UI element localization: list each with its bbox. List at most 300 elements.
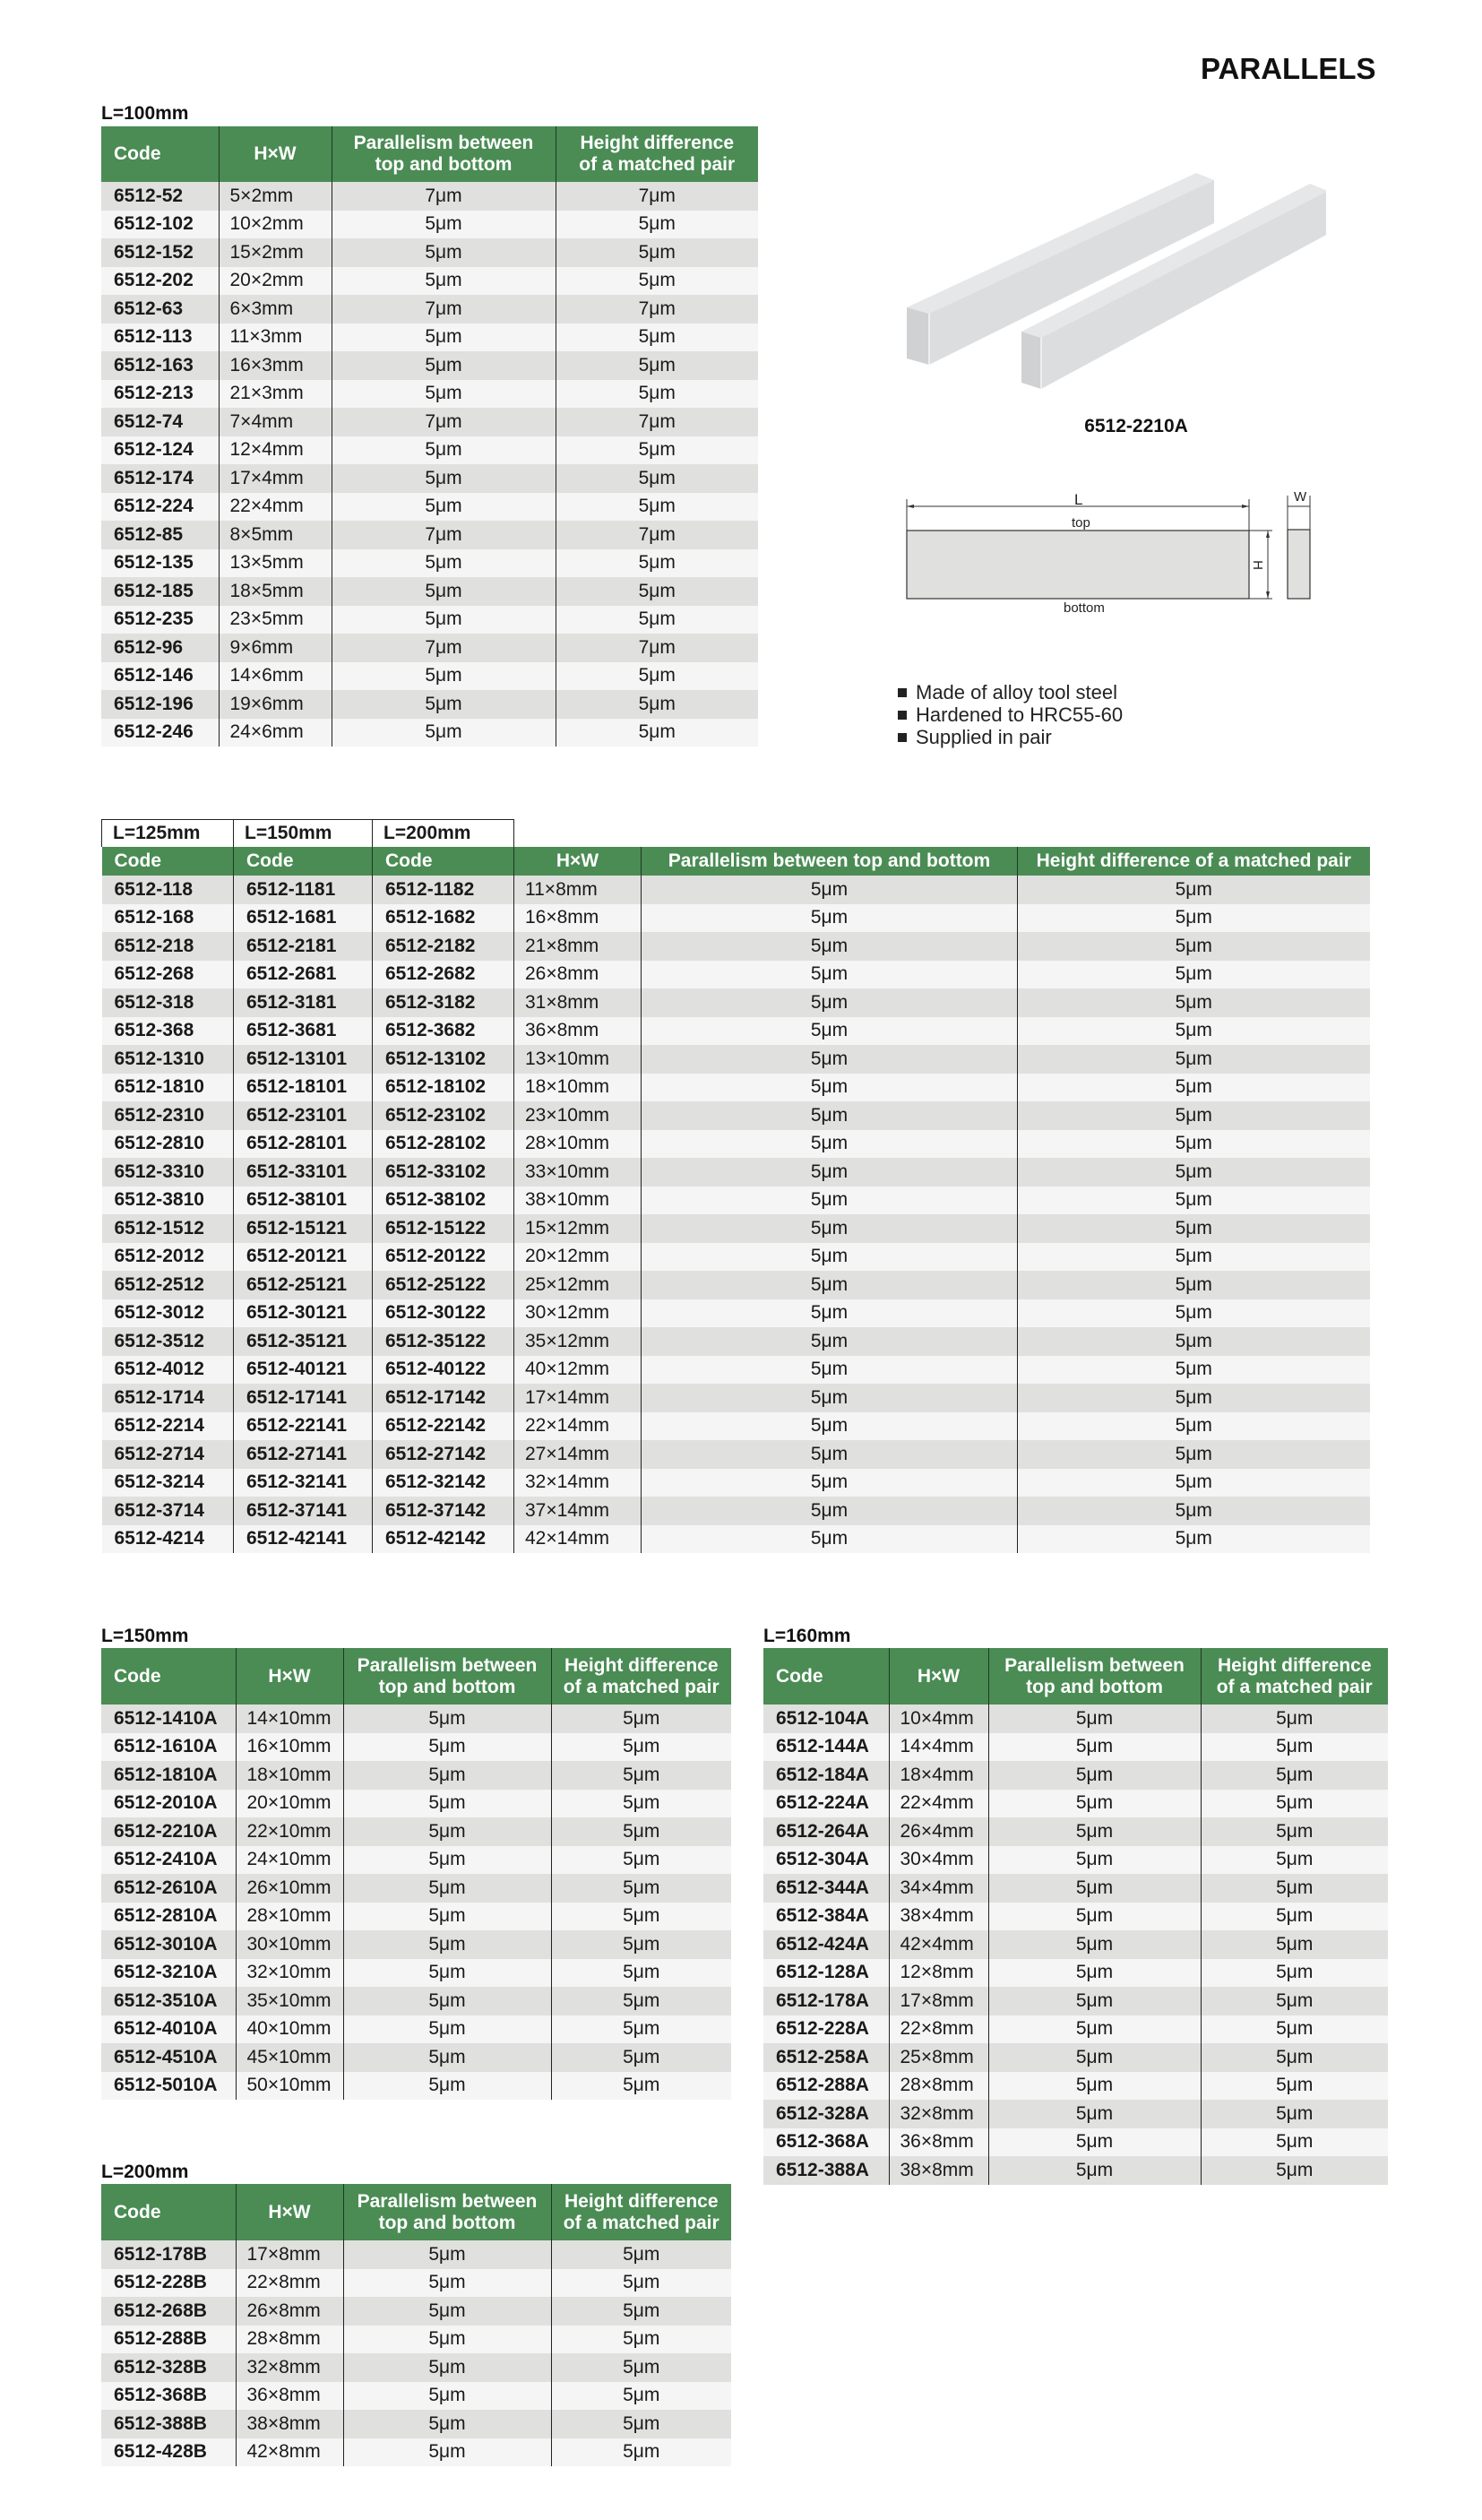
cell-parallelism: 5μm [332, 719, 556, 747]
cell-height-diff: 5μm [1018, 932, 1370, 961]
col-header-parallelism: Parallelism between top and bottom [642, 847, 1018, 876]
cell-height-diff: 7μm [556, 408, 758, 436]
cell-code: 6512-2610A [101, 1874, 236, 1903]
cell-code: 6512-20122 [373, 1243, 514, 1272]
cell-code: 6512-344A [763, 1874, 889, 1903]
col-header-hw: H×W [219, 126, 332, 182]
cell-code: 6512-4214 [102, 1525, 234, 1554]
cell-parallelism: 5μm [343, 1903, 551, 1931]
cell-height-diff: 5μm [556, 267, 758, 296]
cell-code: 6512-23101 [234, 1101, 373, 1130]
table-l150-a [101, 1648, 731, 2100]
cell-hw: 34×4mm [889, 1874, 988, 1903]
table-row [102, 1440, 1370, 1469]
cell-code: 6512-85 [101, 521, 219, 549]
table-l100 [101, 126, 758, 747]
table-row [101, 577, 758, 606]
table-row [763, 1817, 1388, 1846]
cell-parallelism: 5μm [988, 1790, 1201, 1818]
cell-code: 6512-174 [101, 464, 219, 493]
cell-code: 6512-13102 [373, 1045, 514, 1074]
cell-code: 6512-20121 [234, 1243, 373, 1272]
table-row [101, 380, 758, 409]
col-header-code-125: Code [102, 847, 234, 876]
cell-code: 6512-3214 [102, 1469, 234, 1497]
cell-code: 6512-2681 [234, 961, 373, 989]
cell-parallelism: 5μm [343, 2382, 551, 2411]
cell-hw: 26×10mm [236, 1874, 343, 1903]
cell-parallelism: 5μm [642, 1384, 1018, 1412]
table-row [101, 1790, 731, 1818]
table-row [101, 408, 758, 436]
cell-height-diff: 5μm [1201, 1930, 1388, 1959]
cell-hw: 10×4mm [889, 1704, 988, 1733]
cell-code: 6512-328A [763, 2100, 889, 2128]
table-row [101, 324, 758, 352]
cell-height-diff: 5μm [551, 1874, 731, 1903]
cell-parallelism: 5μm [343, 2015, 551, 2044]
cell-code: 6512-268 [102, 961, 234, 989]
cell-height-diff: 5μm [1018, 961, 1370, 989]
table-row [102, 1497, 1370, 1525]
cell-hw: 22×14mm [514, 1412, 642, 1441]
dim-label-top: top [1072, 515, 1090, 531]
cell-parallelism: 5μm [343, 2326, 551, 2354]
cell-height-diff: 5μm [551, 2043, 731, 2072]
cell-height-diff: 7μm [556, 634, 758, 662]
dimension-diagram [896, 488, 1335, 623]
cell-code: 6512-128A [763, 1959, 889, 1988]
cell-code: 6512-3181 [234, 988, 373, 1017]
cell-height-diff: 5μm [1018, 904, 1370, 933]
cell-hw: 33×10mm [514, 1158, 642, 1187]
table-row [101, 549, 758, 578]
cell-code: 6512-152 [101, 238, 219, 267]
table-row [101, 634, 758, 662]
cell-code: 6512-1682 [373, 904, 514, 933]
cell-code: 6512-318 [102, 988, 234, 1017]
parallels-product-image [896, 166, 1326, 399]
cell-code: 6512-30121 [234, 1299, 373, 1328]
cell-hw: 40×12mm [514, 1356, 642, 1385]
cell-code: 6512-228B [101, 2269, 236, 2298]
table-100-label: L=100mm [101, 103, 189, 124]
cell-code: 6512-1810 [102, 1074, 234, 1102]
cell-hw: 24×10mm [236, 1846, 343, 1875]
table-row [102, 1356, 1370, 1385]
table-160a-label: L=160mm [763, 1626, 851, 1646]
cell-hw: 21×8mm [514, 932, 642, 961]
cell-code: 6512-224 [101, 493, 219, 522]
cell-height-diff: 5μm [556, 351, 758, 380]
cell-code: 6512-2810A [101, 1903, 236, 1931]
col-header-code: Code [101, 1648, 236, 1704]
cell-height-diff: 5μm [1018, 1214, 1370, 1243]
cell-parallelism: 5μm [642, 1101, 1018, 1130]
cell-height-diff: 5μm [551, 2297, 731, 2326]
col-header-code: Code [101, 126, 219, 182]
cell-parallelism: 5μm [642, 1525, 1018, 1554]
cell-parallelism: 5μm [343, 2297, 551, 2326]
cell-hw: 14×4mm [889, 1733, 988, 1762]
table-row [101, 351, 758, 380]
cell-parallelism: 5μm [642, 961, 1018, 989]
cell-parallelism: 5μm [332, 436, 556, 465]
col-header-code-150: Code [234, 847, 373, 876]
cell-parallelism: 5μm [332, 493, 556, 522]
cell-hw: 30×10mm [236, 1930, 343, 1959]
cell-parallelism: 5μm [343, 2438, 551, 2467]
col-header-hw: H×W [236, 2184, 343, 2240]
cell-height-diff: 5μm [1201, 1817, 1388, 1846]
table-row [101, 1761, 731, 1790]
cell-code: 6512-13101 [234, 1045, 373, 1074]
table-row [101, 2072, 731, 2101]
cell-hw: 18×4mm [889, 1761, 988, 1790]
cell-code: 6512-288B [101, 2326, 236, 2354]
cell-hw: 11×8mm [514, 876, 642, 904]
cell-code: 6512-202 [101, 267, 219, 296]
cell-height-diff: 7μm [556, 182, 758, 211]
cell-parallelism: 5μm [332, 211, 556, 239]
cell-height-diff: 5μm [1018, 988, 1370, 1017]
cell-height-diff: 5μm [1201, 1903, 1388, 1931]
cell-hw: 20×10mm [236, 1790, 343, 1818]
col-header-parallelism: Parallelism between top and bottom [343, 2184, 551, 2240]
cell-parallelism: 5μm [642, 1130, 1018, 1159]
table-row [101, 521, 758, 549]
table-row [101, 1817, 731, 1846]
table-row [101, 1987, 731, 2015]
cell-height-diff: 5μm [551, 2240, 731, 2269]
cell-height-diff: 5μm [1018, 1469, 1370, 1497]
cell-parallelism: 5μm [642, 1412, 1018, 1441]
cell-hw: 32×14mm [514, 1469, 642, 1497]
cell-code: 6512-368B [101, 2382, 236, 2411]
cell-code: 6512-424A [763, 1930, 889, 1959]
cell-parallelism: 5μm [988, 1733, 1201, 1762]
table-row [101, 690, 758, 719]
cell-parallelism: 5μm [332, 351, 556, 380]
cell-hw: 22×4mm [219, 493, 332, 522]
cell-height-diff: 5μm [556, 324, 758, 352]
cell-height-diff: 5μm [551, 2438, 731, 2467]
cell-hw: 23×5mm [219, 606, 332, 634]
cell-height-diff: 5μm [1201, 1846, 1388, 1875]
col-header-parallelism: Parallelism between top and bottom [343, 1648, 551, 1704]
cell-height-diff: 5μm [1018, 1243, 1370, 1272]
col-header-hw: H×W [889, 1648, 988, 1704]
table-row [102, 1299, 1370, 1328]
cell-height-diff: 5μm [551, 1761, 731, 1790]
cell-height-diff: 5μm [551, 1733, 731, 1762]
cell-hw: 7×4mm [219, 408, 332, 436]
table-row [763, 1790, 1388, 1818]
cell-code: 6512-3512 [102, 1327, 234, 1356]
cell-height-diff: 5μm [556, 690, 758, 719]
table-row [101, 464, 758, 493]
table-row [102, 876, 1370, 904]
cell-parallelism: 5μm [343, 1874, 551, 1903]
cell-hw: 16×8mm [514, 904, 642, 933]
cell-height-diff: 5μm [556, 436, 758, 465]
cell-code: 6512-178B [101, 2240, 236, 2269]
cell-height-diff: 5μm [556, 719, 758, 747]
col-header-parallelism: Parallelism between top and bottom [332, 126, 556, 182]
table-row [101, 182, 758, 211]
cell-code: 6512-18102 [373, 1074, 514, 1102]
cell-code: 6512-1410A [101, 1704, 236, 1733]
cell-height-diff: 5μm [1018, 1299, 1370, 1328]
cell-hw: 23×10mm [514, 1101, 642, 1130]
cell-height-diff: 5μm [1018, 1187, 1370, 1215]
table-row [101, 2015, 731, 2044]
cell-height-diff: 5μm [1018, 1271, 1370, 1299]
cell-parallelism: 5μm [332, 549, 556, 578]
table-row [763, 2015, 1388, 2044]
cell-height-diff: 5μm [551, 2410, 731, 2438]
cell-code: 6512-28102 [373, 1130, 514, 1159]
cell-code: 6512-113 [101, 324, 219, 352]
table-row [763, 2100, 1388, 2128]
cell-hw: 18×5mm [219, 577, 332, 606]
cell-code: 6512-3010A [101, 1930, 236, 1959]
cell-code: 6512-1181 [234, 876, 373, 904]
table-row [102, 1158, 1370, 1187]
cell-hw: 50×10mm [236, 2072, 343, 2101]
cell-code: 6512-25121 [234, 1271, 373, 1299]
cell-height-diff: 5μm [556, 238, 758, 267]
cell-hw: 28×10mm [236, 1903, 343, 1931]
table-row [763, 1930, 1388, 1959]
cell-parallelism: 5μm [988, 1761, 1201, 1790]
cell-hw: 28×8mm [889, 2072, 988, 2101]
cell-height-diff: 5μm [1018, 1017, 1370, 1046]
cell-code: 6512-52 [101, 182, 219, 211]
cell-parallelism: 5μm [642, 1440, 1018, 1469]
table-row [763, 1846, 1388, 1875]
cell-height-diff: 5μm [556, 662, 758, 691]
cell-code: 6512-3210A [101, 1959, 236, 1988]
cell-parallelism: 5μm [642, 1299, 1018, 1328]
cell-code: 6512-388B [101, 2410, 236, 2438]
col-header-code: Code [763, 1648, 889, 1704]
cell-parallelism: 5μm [332, 380, 556, 409]
cell-height-diff: 5μm [1018, 1130, 1370, 1159]
cell-height-diff: 5μm [1201, 1790, 1388, 1818]
cell-height-diff: 5μm [1201, 1874, 1388, 1903]
cell-hw: 20×2mm [219, 267, 332, 296]
cell-code: 6512-40121 [234, 1356, 373, 1385]
cell-parallelism: 5μm [642, 1356, 1018, 1385]
table-row [102, 1130, 1370, 1159]
cell-hw: 22×8mm [889, 2015, 988, 2044]
table-row [102, 1243, 1370, 1272]
cell-parallelism: 5μm [642, 1214, 1018, 1243]
cell-height-diff: 5μm [1018, 1412, 1370, 1441]
cell-parallelism: 5μm [988, 2015, 1201, 2044]
cell-parallelism: 5μm [988, 2043, 1201, 2072]
cell-height-diff: 5μm [551, 1959, 731, 1988]
cell-height-diff: 5μm [551, 1790, 731, 1818]
cell-hw: 25×8mm [889, 2043, 988, 2072]
cell-code: 6512-196 [101, 690, 219, 719]
cell-parallelism: 5μm [642, 932, 1018, 961]
cell-code: 6512-32142 [373, 1469, 514, 1497]
table-row [763, 2043, 1388, 2072]
cell-code: 6512-4510A [101, 2043, 236, 2072]
cell-parallelism: 5μm [343, 2043, 551, 2072]
cell-code: 6512-185 [101, 577, 219, 606]
cell-code: 6512-40122 [373, 1356, 514, 1385]
cell-code: 6512-32141 [234, 1469, 373, 1497]
cell-code: 6512-2010A [101, 1790, 236, 1818]
cell-parallelism: 5μm [332, 324, 556, 352]
cell-hw: 26×8mm [236, 2297, 343, 2326]
table-l125-l150-l200 [101, 819, 1370, 1553]
cell-hw: 30×4mm [889, 1846, 988, 1875]
cell-height-diff: 5μm [556, 549, 758, 578]
cell-code: 6512-1310 [102, 1045, 234, 1074]
cell-hw: 42×8mm [236, 2438, 343, 2467]
product-caption: 6512-2210A [1084, 416, 1188, 436]
table-row [763, 1874, 1388, 1903]
cell-code: 6512-2012 [102, 1243, 234, 1272]
table-l200-b [101, 2184, 731, 2466]
table-row [101, 211, 758, 239]
table-row [102, 1017, 1370, 1046]
cell-height-diff: 5μm [1018, 876, 1370, 904]
table-row [102, 1327, 1370, 1356]
cell-hw: 9×6mm [219, 634, 332, 662]
col-header-parallelism: Parallelism between top and bottom [988, 1648, 1201, 1704]
table-row [102, 961, 1370, 989]
table-row [101, 238, 758, 267]
cell-code: 6512-3510A [101, 1987, 236, 2015]
cell-parallelism: 5μm [343, 2240, 551, 2269]
cell-height-diff: 5μm [1018, 1101, 1370, 1130]
cell-code: 6512-224A [763, 1790, 889, 1818]
feature-item: Hardened to HRC55-60 [896, 703, 1123, 726]
cell-height-diff: 5μm [556, 464, 758, 493]
cell-hw: 20×12mm [514, 1243, 642, 1272]
cell-parallelism: 5μm [642, 1017, 1018, 1046]
cell-code: 6512-42141 [234, 1525, 373, 1554]
cell-height-diff: 5μm [1201, 1987, 1388, 2015]
cell-code: 6512-368A [763, 2128, 889, 2157]
cell-code: 6512-63 [101, 295, 219, 324]
table-row [101, 2353, 731, 2382]
cell-height-diff: 5μm [1018, 1045, 1370, 1074]
cell-code: 6512-184A [763, 1761, 889, 1790]
cell-parallelism: 5μm [642, 904, 1018, 933]
cell-hw: 38×10mm [514, 1187, 642, 1215]
table-row [102, 1469, 1370, 1497]
cell-hw: 12×8mm [889, 1959, 988, 1988]
cell-code: 6512-15122 [373, 1214, 514, 1243]
cell-height-diff: 5μm [1018, 1497, 1370, 1525]
cell-height-diff: 5μm [551, 2269, 731, 2298]
cell-code: 6512-17142 [373, 1384, 514, 1412]
cell-hw: 26×4mm [889, 1817, 988, 1846]
feature-list [896, 681, 1123, 748]
cell-hw: 17×8mm [889, 1987, 988, 2015]
col-header-height-diff: Height difference of a matched pair [556, 126, 758, 182]
cell-code: 6512-1182 [373, 876, 514, 904]
table-row [102, 1045, 1370, 1074]
cell-height-diff: 5μm [1018, 1525, 1370, 1554]
cell-code: 6512-22141 [234, 1412, 373, 1441]
cell-hw: 36×8mm [514, 1017, 642, 1046]
cell-height-diff: 5μm [1018, 1384, 1370, 1412]
cell-parallelism: 7μm [332, 408, 556, 436]
cell-parallelism: 5μm [642, 1045, 1018, 1074]
cell-code: 6512-368 [102, 1017, 234, 1046]
cell-hw: 15×12mm [514, 1214, 642, 1243]
cell-parallelism: 5μm [988, 1704, 1201, 1733]
cell-code: 6512-246 [101, 719, 219, 747]
cell-code: 6512-304A [763, 1846, 889, 1875]
cell-height-diff: 5μm [556, 493, 758, 522]
cell-parallelism: 5μm [343, 1817, 551, 1846]
cell-hw: 17×14mm [514, 1384, 642, 1412]
cell-code: 6512-1714 [102, 1384, 234, 1412]
table-row [101, 2410, 731, 2438]
cell-height-diff: 5μm [551, 2015, 731, 2044]
cell-code: 6512-33101 [234, 1158, 373, 1187]
table-row [102, 932, 1370, 961]
cell-code: 6512-1512 [102, 1214, 234, 1243]
cell-code: 6512-15121 [234, 1214, 373, 1243]
cell-parallelism: 5μm [332, 662, 556, 691]
cell-code: 6512-2214 [102, 1412, 234, 1441]
cell-hw: 28×8mm [236, 2326, 343, 2354]
cell-parallelism: 5μm [332, 606, 556, 634]
cell-code: 6512-96 [101, 634, 219, 662]
cell-height-diff: 5μm [556, 577, 758, 606]
cell-parallelism: 5μm [343, 2410, 551, 2438]
cell-code: 6512-3310 [102, 1158, 234, 1187]
cell-code: 6512-235 [101, 606, 219, 634]
col-header-code: Code [101, 2184, 236, 2240]
cell-hw: 40×10mm [236, 2015, 343, 2044]
cell-hw: 42×4mm [889, 1930, 988, 1959]
cell-hw: 24×6mm [219, 719, 332, 747]
cell-hw: 36×8mm [889, 2128, 988, 2157]
col-header-hw: H×W [236, 1648, 343, 1704]
cell-hw: 8×5mm [219, 521, 332, 549]
cell-code: 6512-2714 [102, 1440, 234, 1469]
table-row [102, 904, 1370, 933]
cell-code: 6512-25122 [373, 1271, 514, 1299]
table-row [102, 1074, 1370, 1102]
cell-height-diff: 5μm [556, 380, 758, 409]
cell-code: 6512-17141 [234, 1384, 373, 1412]
cell-code: 6512-328B [101, 2353, 236, 2382]
table-150a-label: L=150mm [101, 1626, 189, 1646]
cell-hw: 26×8mm [514, 961, 642, 989]
cell-parallelism: 5μm [642, 1469, 1018, 1497]
cell-height-diff: 5μm [1201, 1761, 1388, 1790]
cell-hw: 12×4mm [219, 436, 332, 465]
cell-height-diff: 7μm [556, 521, 758, 549]
cell-code: 6512-37142 [373, 1497, 514, 1525]
cell-code: 6512-3681 [234, 1017, 373, 1046]
table-row [763, 1987, 1388, 2015]
cell-code: 6512-178A [763, 1987, 889, 2015]
cell-code: 6512-37141 [234, 1497, 373, 1525]
cell-hw: 32×10mm [236, 1959, 343, 1988]
